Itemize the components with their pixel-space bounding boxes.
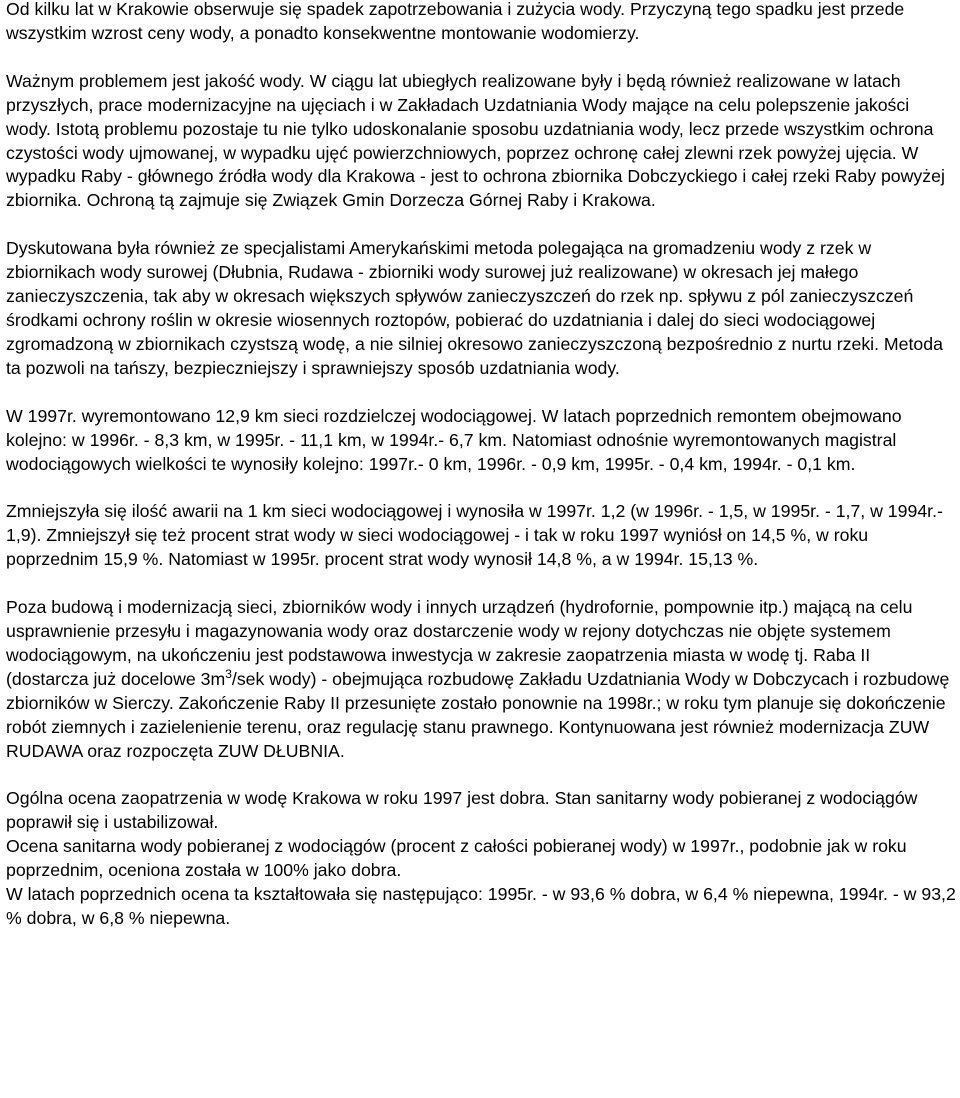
paragraph-investments bbox=[6, 596, 956, 763]
paragraph-water-quality: Ważnym problemem jest jakość wody. W ciągu lat ubiegłych realizowane były i będą również realizowane w latach przyszłych, prace modernizacyjne na ujęciach i w Zakładach Uzdatniania Wody mające na celu polepszenie jakości wody. Istotą problemu pozostaje tu nie tylko udoskonalanie sposobu uzdatniania wody, lecz przede wszystkim ochrona czystości wody ujmowanej, w wypadku ujęć powierzchniowych, poprzez ochronę całej zlewni rzek powyżej ujęcia. W wypadku Raby - głównego źródła wody dla Krakowa - jest to ochrona zbiornika Dobczyckiego i całej rzeki Raby powyżej zbiornika. Ochroną tą zajmuje się Związek Gmin Dorzecza Górnej Raby i Krakowa. bbox=[6, 70, 945, 211]
paragraph-sanitary-assessment: Ocena sanitarna wody pobieranej z wodociągów (procent z całości pobieranej wody) w 1997r., podobnie jak w roku poprzednim, oceniona została w 100% jako dobra. bbox=[6, 836, 907, 881]
paragraph-general-assessment: Ogólna ocena zaopatrzenia w wodę Krakowa w roku 1997 jest dobra. Stan sanitarny wody pobieranej z wodociągów poprawił się i ustabilizował. bbox=[6, 788, 918, 833]
paragraph-failures-and-losses: Zmniejszyła się ilość awarii na 1 km sieci wodociągowej i wynosiła w 1997r. 1,2 (w 1996r. - 1,5, w 1995r. - 1,7, w 1994r.- 1,9). Zmniejszył się też procent strat wody w sieci wodociągowej - i tak w roku 1997 wyniósł on 14,5 %, w roku poprzednim 15,9 %. Natomiast w 1995r. procent strat wody wynosił 14,8 %, a w 1994r. 15,13 %. bbox=[6, 501, 943, 570]
cubic-superscript: 3 bbox=[225, 666, 232, 681]
paragraph-water-demand: Od kilku lat w Krakowie obserwuje się spadek zapotrzebowania i zużycia wody. Przyczyną tego spadku jest przede wszystkim wzrost ceny wody, a ponadto konsekwentne montowanie wodomierzy. bbox=[6, 0, 905, 43]
investments-text-before: Poza budową i modernizacją sieci, zbiorników wody i innych urządzeń (hydrofornie, pompownie itp.) mającą na celu usprawnienie przesyłu i magazynowania wody oraz dostarczenie wody w rejony dotychczas nie objęte systemem wodociągowym, na ukończeniu jest podstawowa inwestycja w zakresie zaopatrzenia miasta w wodę tj. Raba II (dostarcza już docelowe 3m bbox=[6, 597, 913, 689]
document-page bbox=[6, 0, 956, 931]
paragraph-network-repairs: W 1997r. wyremontowano 12,9 km sieci rozdzielczej wodociągowej. W latach poprzednich remontem obejmowano kolejno: w 1996r. - 8,3 km, w 1995r. - 11,1 km, w 1994r.- 6,7 km. Natomiast odnośnie wyremontowanych magistral wodociągowych wielkości te wynosiły kolejno: 1997r.- 0 km, 1996r. - 0,9 km, 1995r. - 0,4 km, 1994r. - 0,1 km. bbox=[6, 405, 902, 474]
investments-text-after: /sek wody) - obejmująca rozbudowę Zakładu Uzdatniania Wody w Dobczycach i rozbudowę zbiorników w Sierczy. Zakończenie Raby II przesunięte zostało ponownie na 1998r.; w roku tym planuje się dokończenie robót ziemnych i zazielenienie terenu, oraz regulację stanu prawnego. Kontynuowana jest również modernizacja ZUW RUDAWA oraz rozpoczęta ZUW DŁUBNIA. bbox=[6, 668, 950, 761]
paragraph-previous-years: W latach poprzednich ocena ta kształtowała się następująco: 1995r. - w 93,6 % dobra, w 6,4 % niepewna, 1994r. - w 93,2 % dobra, w 6,8 % niepewna. bbox=[6, 884, 956, 928]
paragraph-raw-water-reservoirs: Dyskutowana była również ze specjalistami Amerykańskimi metoda polegająca na gromadzeniu wody z rzek w zbiornikach wody surowej (Dłubnia, Rudawa - zbiorniki wody surowej już realizowane) w okresach jej małego zanieczyszczenia, tak aby w okresach większych spływów zanieczyszczeń do rzek np. spływu z pól zanieczyszczeń środkami ochrony roślin w okresie wiosennych roztopów, pobierać do uzdatniania i dalej do sieci wodociągowej zgromadzoną w zbiornikach czystszą wodę, a nie silniej okresowo zanieczyszczoną bezpośrednio z nurtu rzeki. Metoda ta pozwoli na tańszy, bezpieczniejszy i sprawniejszy sposób uzdatniania wody. bbox=[6, 238, 943, 378]
